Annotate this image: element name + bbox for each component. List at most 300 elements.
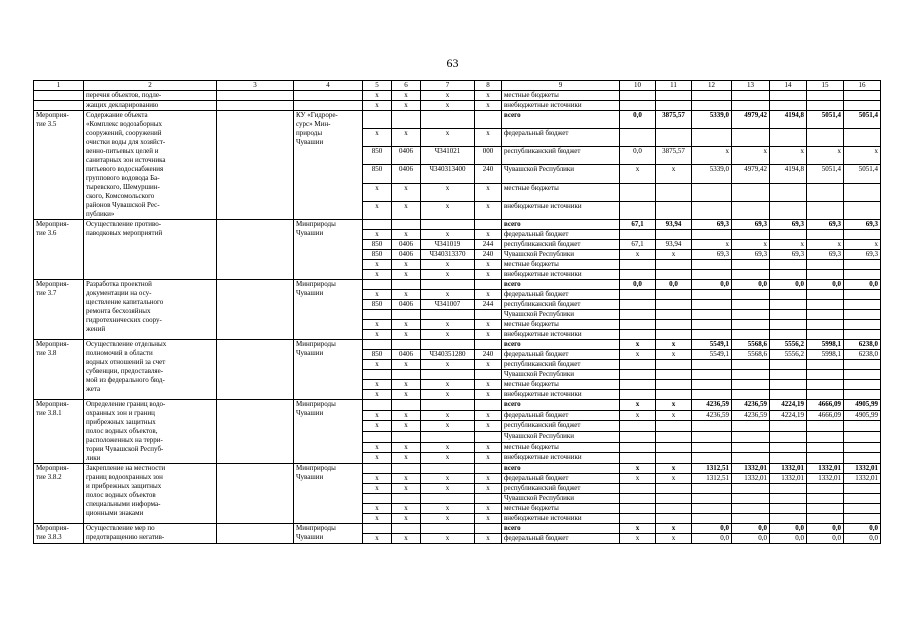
header-cell: 2 xyxy=(84,81,217,91)
measure-id-line: Мероприя- xyxy=(36,400,69,408)
value-cell: 69,3 xyxy=(807,220,844,230)
value-cell xyxy=(620,310,656,320)
value-cell xyxy=(692,360,732,370)
value-cell xyxy=(770,270,807,280)
measure-id-cell xyxy=(34,400,84,464)
value-cell: x xyxy=(656,350,692,360)
code-cell: 0406 xyxy=(392,240,421,250)
code-cell: Ч341019 xyxy=(421,240,475,250)
value-cell xyxy=(770,442,807,453)
source-cell: всего xyxy=(502,280,620,290)
value-cell xyxy=(656,101,692,111)
value-cell: x xyxy=(692,240,732,250)
code-cell: x xyxy=(475,183,502,201)
value-cell xyxy=(732,421,770,432)
value-cell xyxy=(770,101,807,111)
source-cell: федеральный бюджет xyxy=(502,534,620,544)
code-cell xyxy=(421,400,475,411)
value-cell: x xyxy=(620,464,656,474)
value-cell: 0,0 xyxy=(620,147,656,165)
value-cell xyxy=(620,421,656,432)
code-cell: x xyxy=(421,260,475,270)
blank-cell xyxy=(217,101,294,111)
code-cell: x xyxy=(475,260,502,270)
table-row xyxy=(34,280,881,290)
code-cell: x xyxy=(421,290,475,300)
responsible-line: Минприроды xyxy=(296,220,336,228)
value-cell xyxy=(807,370,844,380)
code-cell: x xyxy=(392,91,421,101)
description-line: предотвращению негатив- xyxy=(86,533,165,541)
description-line: тыревского, Шемуршин- xyxy=(86,183,160,191)
value-cell xyxy=(656,360,692,370)
value-cell: 4194,8 xyxy=(770,165,807,183)
code-cell: x xyxy=(475,290,502,300)
value-cell xyxy=(656,260,692,270)
code-cell: x xyxy=(392,442,421,453)
value-cell xyxy=(732,300,770,310)
code-cell: x xyxy=(475,320,502,330)
value-cell: 93,94 xyxy=(656,240,692,250)
value-cell: x xyxy=(656,400,692,411)
source-cell: местные бюджеты xyxy=(502,504,620,514)
code-cell: x xyxy=(475,91,502,101)
value-cell xyxy=(620,270,656,280)
header-cell: 5 xyxy=(363,81,392,91)
source-cell: федеральный бюджет xyxy=(502,290,620,300)
value-cell xyxy=(732,91,770,101)
code-cell xyxy=(363,400,392,411)
value-cell: 4666,09 xyxy=(807,410,844,421)
value-cell xyxy=(770,330,807,340)
value-cell xyxy=(620,453,656,464)
value-cell xyxy=(844,230,881,240)
value-cell: 69,3 xyxy=(807,250,844,260)
value-cell xyxy=(807,330,844,340)
measure-id-line: Мероприя- xyxy=(36,464,69,472)
value-cell xyxy=(807,421,844,432)
source-cell: Чувашской Республики xyxy=(502,310,620,320)
code-cell: x xyxy=(475,129,502,147)
source-cell: федеральный бюджет xyxy=(502,410,620,421)
responsible-line: Минприроды xyxy=(296,400,336,408)
code-cell xyxy=(475,111,502,129)
value-cell: 0,0 xyxy=(807,534,844,544)
blank-cell xyxy=(217,280,294,340)
code-cell xyxy=(421,370,475,380)
code-cell xyxy=(363,464,392,474)
value-cell xyxy=(844,101,881,111)
value-cell xyxy=(656,320,692,330)
value-cell: 69,3 xyxy=(692,250,732,260)
value-cell xyxy=(656,421,692,432)
measure-id-line: Мероприя- xyxy=(36,280,69,288)
value-cell xyxy=(620,201,656,219)
code-cell xyxy=(475,464,502,474)
source-cell: местные бюджеты xyxy=(502,183,620,201)
value-cell: x xyxy=(692,147,732,165)
description-line: тории Чувашской Респуб- xyxy=(86,445,164,453)
value-cell xyxy=(844,360,881,370)
value-cell: 0,0 xyxy=(620,280,656,290)
source-cell: местные бюджеты xyxy=(502,442,620,453)
value-cell xyxy=(692,270,732,280)
code-cell xyxy=(475,400,502,411)
measure-id-cell xyxy=(34,111,84,220)
code-cell: x xyxy=(392,270,421,280)
value-cell: 67,1 xyxy=(620,220,656,230)
value-cell: 0,0 xyxy=(732,280,770,290)
value-cell xyxy=(770,421,807,432)
value-cell xyxy=(656,380,692,390)
value-cell xyxy=(656,91,692,101)
value-cell: 0,0 xyxy=(692,524,732,534)
value-cell xyxy=(732,442,770,453)
table-row xyxy=(34,111,881,129)
value-cell xyxy=(656,290,692,300)
responsible-cell xyxy=(294,464,363,524)
value-cell xyxy=(692,201,732,219)
code-cell: x xyxy=(392,290,421,300)
code-cell: x xyxy=(392,129,421,147)
source-cell: внебюджетные источники xyxy=(502,330,620,340)
value-cell: x xyxy=(620,350,656,360)
value-cell: 4236,59 xyxy=(732,400,770,411)
value-cell: 5998,1 xyxy=(807,350,844,360)
code-cell xyxy=(392,494,421,504)
code-cell xyxy=(392,280,421,290)
value-cell: 69,3 xyxy=(692,220,732,230)
value-cell xyxy=(656,514,692,524)
value-cell: x xyxy=(770,240,807,250)
value-cell: x xyxy=(844,240,881,250)
code-cell: x xyxy=(363,421,392,432)
description-line: расположенных на терри- xyxy=(86,436,163,444)
description-line: прибрежных защитных xyxy=(86,418,156,426)
value-cell xyxy=(807,129,844,147)
value-cell xyxy=(692,431,732,442)
description-line: полномочий в области xyxy=(86,349,153,357)
value-cell: 0,0 xyxy=(770,280,807,290)
value-cell: x xyxy=(807,240,844,250)
description-cell xyxy=(84,280,217,340)
value-cell xyxy=(807,484,844,494)
code-cell: x xyxy=(363,201,392,219)
header-cell: 7 xyxy=(421,81,475,91)
value-cell xyxy=(732,431,770,442)
code-cell: x xyxy=(421,330,475,340)
value-cell: 3875,57 xyxy=(656,111,692,129)
source-cell: всего xyxy=(502,400,620,411)
code-cell: x xyxy=(392,330,421,340)
value-cell xyxy=(620,183,656,201)
value-cell: 4979,42 xyxy=(732,111,770,129)
value-cell: 6238,0 xyxy=(844,340,881,350)
value-cell: 5051,4 xyxy=(807,111,844,129)
value-cell: x xyxy=(656,464,692,474)
value-cell: 0,0 xyxy=(692,534,732,544)
value-cell xyxy=(620,330,656,340)
description-line: мой из федерального бюд- xyxy=(86,376,165,384)
value-cell: x xyxy=(844,147,881,165)
code-cell xyxy=(392,370,421,380)
code-cell: x xyxy=(392,421,421,432)
value-cell xyxy=(770,201,807,219)
responsible-cell xyxy=(294,524,363,544)
code-cell: 240 xyxy=(475,350,502,360)
code-cell xyxy=(421,111,475,129)
code-cell xyxy=(475,220,502,230)
value-cell xyxy=(620,260,656,270)
measure-id-cell xyxy=(34,340,84,400)
value-cell xyxy=(732,129,770,147)
value-cell xyxy=(656,310,692,320)
value-cell xyxy=(770,320,807,330)
code-cell: 0406 xyxy=(392,300,421,310)
value-cell xyxy=(732,504,770,514)
value-cell: x xyxy=(770,147,807,165)
code-cell: x xyxy=(392,320,421,330)
value-cell xyxy=(692,390,732,400)
header-cell: 14 xyxy=(770,81,807,91)
value-cell: 69,3 xyxy=(732,220,770,230)
code-cell: x xyxy=(421,442,475,453)
responsible-line: Чувашии xyxy=(296,289,324,297)
value-cell: 4905,99 xyxy=(844,400,881,411)
value-cell xyxy=(844,453,881,464)
source-cell: местные бюджеты xyxy=(502,320,620,330)
value-cell: 5051,4 xyxy=(844,165,881,183)
code-cell: 850 xyxy=(363,165,392,183)
code-cell xyxy=(421,431,475,442)
value-cell xyxy=(807,270,844,280)
header-cell: 16 xyxy=(844,81,881,91)
blank-cell xyxy=(217,524,294,544)
code-cell: x xyxy=(363,101,392,111)
value-cell xyxy=(770,494,807,504)
source-cell: всего xyxy=(502,220,620,230)
description-cell xyxy=(84,220,217,280)
header-cell: 8 xyxy=(475,81,502,91)
code-cell: x xyxy=(421,514,475,524)
measure-id-line: тие 3.8.1 xyxy=(36,409,62,417)
code-cell: x xyxy=(363,330,392,340)
code-cell xyxy=(421,524,475,534)
value-cell xyxy=(844,370,881,380)
value-cell: 1312,51 xyxy=(692,474,732,484)
code-cell xyxy=(421,340,475,350)
description-line: документации на осу- xyxy=(86,289,152,297)
value-cell xyxy=(692,494,732,504)
code-cell: x xyxy=(363,320,392,330)
description-line: группового водовода Ба- xyxy=(86,174,160,182)
value-cell: 69,3 xyxy=(770,220,807,230)
code-cell xyxy=(363,431,392,442)
value-cell xyxy=(692,230,732,240)
description-line: ского, Комсомольского xyxy=(86,192,155,200)
description-line: и прибрежных защитных xyxy=(86,482,162,490)
value-cell xyxy=(807,201,844,219)
value-cell xyxy=(692,260,732,270)
blank-cell xyxy=(217,111,294,220)
code-cell: x xyxy=(392,360,421,370)
value-cell xyxy=(620,494,656,504)
value-cell xyxy=(656,300,692,310)
description-line: питьевого водоснабжения xyxy=(86,165,164,173)
blank-cell xyxy=(217,220,294,280)
value-cell: x xyxy=(620,250,656,260)
responsible-line: Чувашии xyxy=(296,138,324,146)
table-row xyxy=(34,220,881,230)
description-line: ционными знаками xyxy=(86,509,144,517)
blank-cell xyxy=(34,91,84,101)
value-cell xyxy=(656,370,692,380)
value-cell: x xyxy=(656,340,692,350)
description-line: санитарных зон источника xyxy=(86,156,166,164)
value-cell xyxy=(807,320,844,330)
header-cell: 15 xyxy=(807,81,844,91)
table-row xyxy=(34,101,881,111)
code-cell: x xyxy=(392,534,421,544)
code-cell: x xyxy=(475,504,502,514)
value-cell: 69,3 xyxy=(844,220,881,230)
code-cell xyxy=(421,464,475,474)
description-line: гидротехнических соору- xyxy=(86,316,162,324)
value-cell: 3875,57 xyxy=(656,147,692,165)
code-cell: Ч341007 xyxy=(421,300,475,310)
value-cell xyxy=(732,320,770,330)
value-cell xyxy=(844,270,881,280)
measure-id-line: тие 3.6 xyxy=(36,229,57,237)
value-cell xyxy=(620,230,656,240)
responsible-line: Чувашии xyxy=(296,533,324,541)
value-cell: 5549,1 xyxy=(692,350,732,360)
description-line: публики» xyxy=(86,210,115,218)
header-cell: 6 xyxy=(392,81,421,91)
table-row xyxy=(34,524,881,534)
value-cell: x xyxy=(620,165,656,183)
value-cell xyxy=(692,129,732,147)
value-cell xyxy=(770,129,807,147)
blank-cell xyxy=(34,101,84,111)
header-cell: 10 xyxy=(620,81,656,91)
header-cell: 4 xyxy=(294,81,363,91)
code-cell: x xyxy=(363,390,392,400)
value-cell xyxy=(692,290,732,300)
code-cell: x xyxy=(363,270,392,280)
code-cell: 244 xyxy=(475,300,502,310)
value-cell: 0,0 xyxy=(844,280,881,290)
value-cell xyxy=(770,310,807,320)
value-cell xyxy=(692,421,732,432)
value-cell xyxy=(656,442,692,453)
description-line: жета xyxy=(86,385,101,393)
measure-id-cell xyxy=(34,464,84,524)
description-line: границ водоохранных зон xyxy=(86,473,163,481)
measure-id-line: тие 3.8 xyxy=(36,349,57,357)
description-line: специальными информа- xyxy=(86,500,161,508)
code-cell: x xyxy=(392,514,421,524)
source-cell: федеральный бюджет xyxy=(502,350,620,360)
value-cell: 1332,01 xyxy=(770,464,807,474)
code-cell xyxy=(392,310,421,320)
value-cell xyxy=(844,330,881,340)
responsible-line: природы xyxy=(296,129,323,137)
code-cell: x xyxy=(392,101,421,111)
code-cell xyxy=(392,111,421,129)
value-cell: x xyxy=(656,534,692,544)
value-cell xyxy=(620,129,656,147)
value-cell: 5556,2 xyxy=(770,340,807,350)
responsible-cell xyxy=(294,111,363,220)
table-row xyxy=(34,400,881,411)
value-cell: 4979,42 xyxy=(732,165,770,183)
code-cell: Ч340313400 xyxy=(421,165,475,183)
budget-table xyxy=(33,80,881,544)
value-cell xyxy=(844,494,881,504)
value-cell: 0,0 xyxy=(844,534,881,544)
value-cell xyxy=(692,310,732,320)
value-cell xyxy=(770,370,807,380)
responsible-line: Минприроды xyxy=(296,280,336,288)
value-cell xyxy=(807,380,844,390)
source-cell: внебюджетные источники xyxy=(502,390,620,400)
source-cell: местные бюджеты xyxy=(502,260,620,270)
header-row xyxy=(34,81,881,91)
code-cell xyxy=(363,220,392,230)
description-line: Определение границ водо- xyxy=(86,400,166,408)
code-cell: 850 xyxy=(363,250,392,260)
code-cell: x xyxy=(475,442,502,453)
value-cell xyxy=(656,183,692,201)
table-row xyxy=(34,464,881,474)
value-cell: 69,3 xyxy=(732,250,770,260)
source-cell: Чувашской Республики xyxy=(502,431,620,442)
code-cell: x xyxy=(475,360,502,370)
value-cell: 5568,6 xyxy=(732,340,770,350)
source-cell: республиканский бюджет xyxy=(502,147,620,165)
value-cell: 0,0 xyxy=(692,280,732,290)
value-cell xyxy=(620,380,656,390)
value-cell: 5549,1 xyxy=(692,340,732,350)
code-cell: x xyxy=(392,183,421,201)
value-cell xyxy=(807,290,844,300)
responsible-line: Чувашии xyxy=(296,473,324,481)
value-cell xyxy=(844,504,881,514)
code-cell: x xyxy=(363,534,392,544)
value-cell xyxy=(732,270,770,280)
value-cell: 1332,01 xyxy=(807,464,844,474)
description-cell xyxy=(84,464,217,524)
value-cell xyxy=(620,390,656,400)
code-cell: x xyxy=(363,260,392,270)
value-cell xyxy=(807,390,844,400)
value-cell: x xyxy=(620,524,656,534)
value-cell: 0,0 xyxy=(844,524,881,534)
value-cell: 0,0 xyxy=(770,524,807,534)
value-cell xyxy=(807,300,844,310)
code-cell xyxy=(392,464,421,474)
value-cell xyxy=(844,514,881,524)
value-cell: 5051,4 xyxy=(807,165,844,183)
value-cell: x xyxy=(656,524,692,534)
value-cell xyxy=(807,494,844,504)
value-cell xyxy=(770,504,807,514)
value-cell xyxy=(620,91,656,101)
source-cell: республиканский бюджет xyxy=(502,300,620,310)
description-line: очистки воды для хозяйст- xyxy=(86,138,166,146)
code-cell: x xyxy=(475,474,502,484)
